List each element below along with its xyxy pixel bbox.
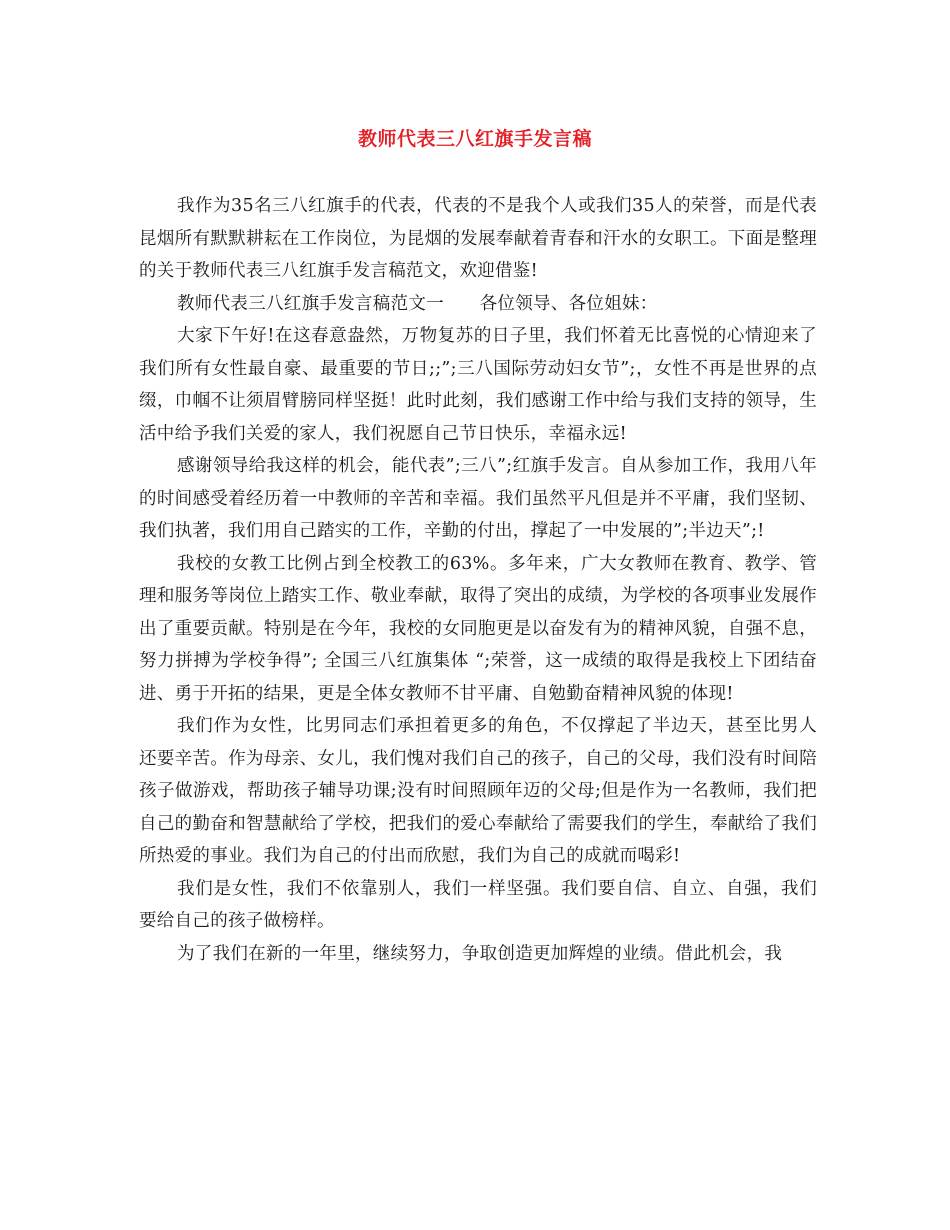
paragraph-greeting: 大家下午好!在这春意盎然，万物复苏的日子里，我们怀着无比喜悦的心情迎来了我们所有女性最自豪、最重要的节日;;”;三八国际劳动妇女节”;，女性不再是世界的点缀，巾帼不让须眉臂膀同样坚挺！此时此刻，我们感谢工作中给与我们支持的领导，生活中给予我们关爱的家人，我们祝愿自己节日快乐，幸福永远! [139,326,817,444]
paragraph-sample-heading: 教师代表三八红旗手发言稿范文一 各位领导、各位姐妹： [177,293,658,314]
paragraph-school: 我校的女教工比例占到全校教工的63%。多年来，广大女教师在教育、教学、管理和服务等岗位上踏实工作、敬业奉献，取得了突出的成绩，为学校的各项事业发展作出了重要贡献。特别是在今年，我校的女同胞更是以奋发有为的精神风貌，自强不息，努力拼搏为学校争得”; 全国三八红旗集体 “;荣誉，这一成绩的取得是我校上下团结奋进、勇于开拓的结果，更是全体女教师不甘平庸、自勉勤奋精神风貌的体现! [139,553,817,704]
document-body [139,190,817,970]
document-title: 教师代表三八红旗手发言稿 [357,128,592,150]
paragraph-intro: 我作为35名三八红旗手的代表，代表的不是我个人或我们35人的荣誉，而是代表昆烟所有默默耕耘在工作岗位，为昆烟的发展奉献着青春和汗水的女职工。下面是整理的关于教师代表三八红旗手发言稿范文，欢迎借鉴! [139,196,817,281]
paragraph-strength: 我们是女性，我们不依靠别人，我们一样坚强。我们要自信、自立、自强，我们要给自己的孩子做榜样。 [139,878,817,931]
paragraph-roles: 我们作为女性，比男同志们承担着更多的角色，不仅撑起了半边天，甚至比男人还要辛苦。作为母亲、女儿，我们愧对我们自己的孩子，自己的父母，我们没有时间陪孩子做游戏，帮助孩子辅导功课;没有时间照顾年迈的父母;但是作为一名教师，我们把自己的勤奋和智慧献给了学校，把我们的爱心奉献给了需要我们的学生，奉献给了我们所热爱的事业。我们为自己的付出而欣慰，我们为自己的成就而喝彩! [139,716,817,866]
paragraph-thanks: 感谢领导给我这样的机会，能代表”;三八”;红旗手发言。自从参加工作，我用八年的时间感受着经历着一中教师的辛苦和幸福。我们虽然平凡但是并不平庸，我们坚韧、我们执著，我们用自己踏实的工作，辛勤的付出，撑起了一中发展的”;半边天”;! [139,456,817,541]
paragraph-closing: 为了我们在新的一年里，继续努力，争取创造更加辉煌的业绩。借此机会，我 [177,943,783,964]
